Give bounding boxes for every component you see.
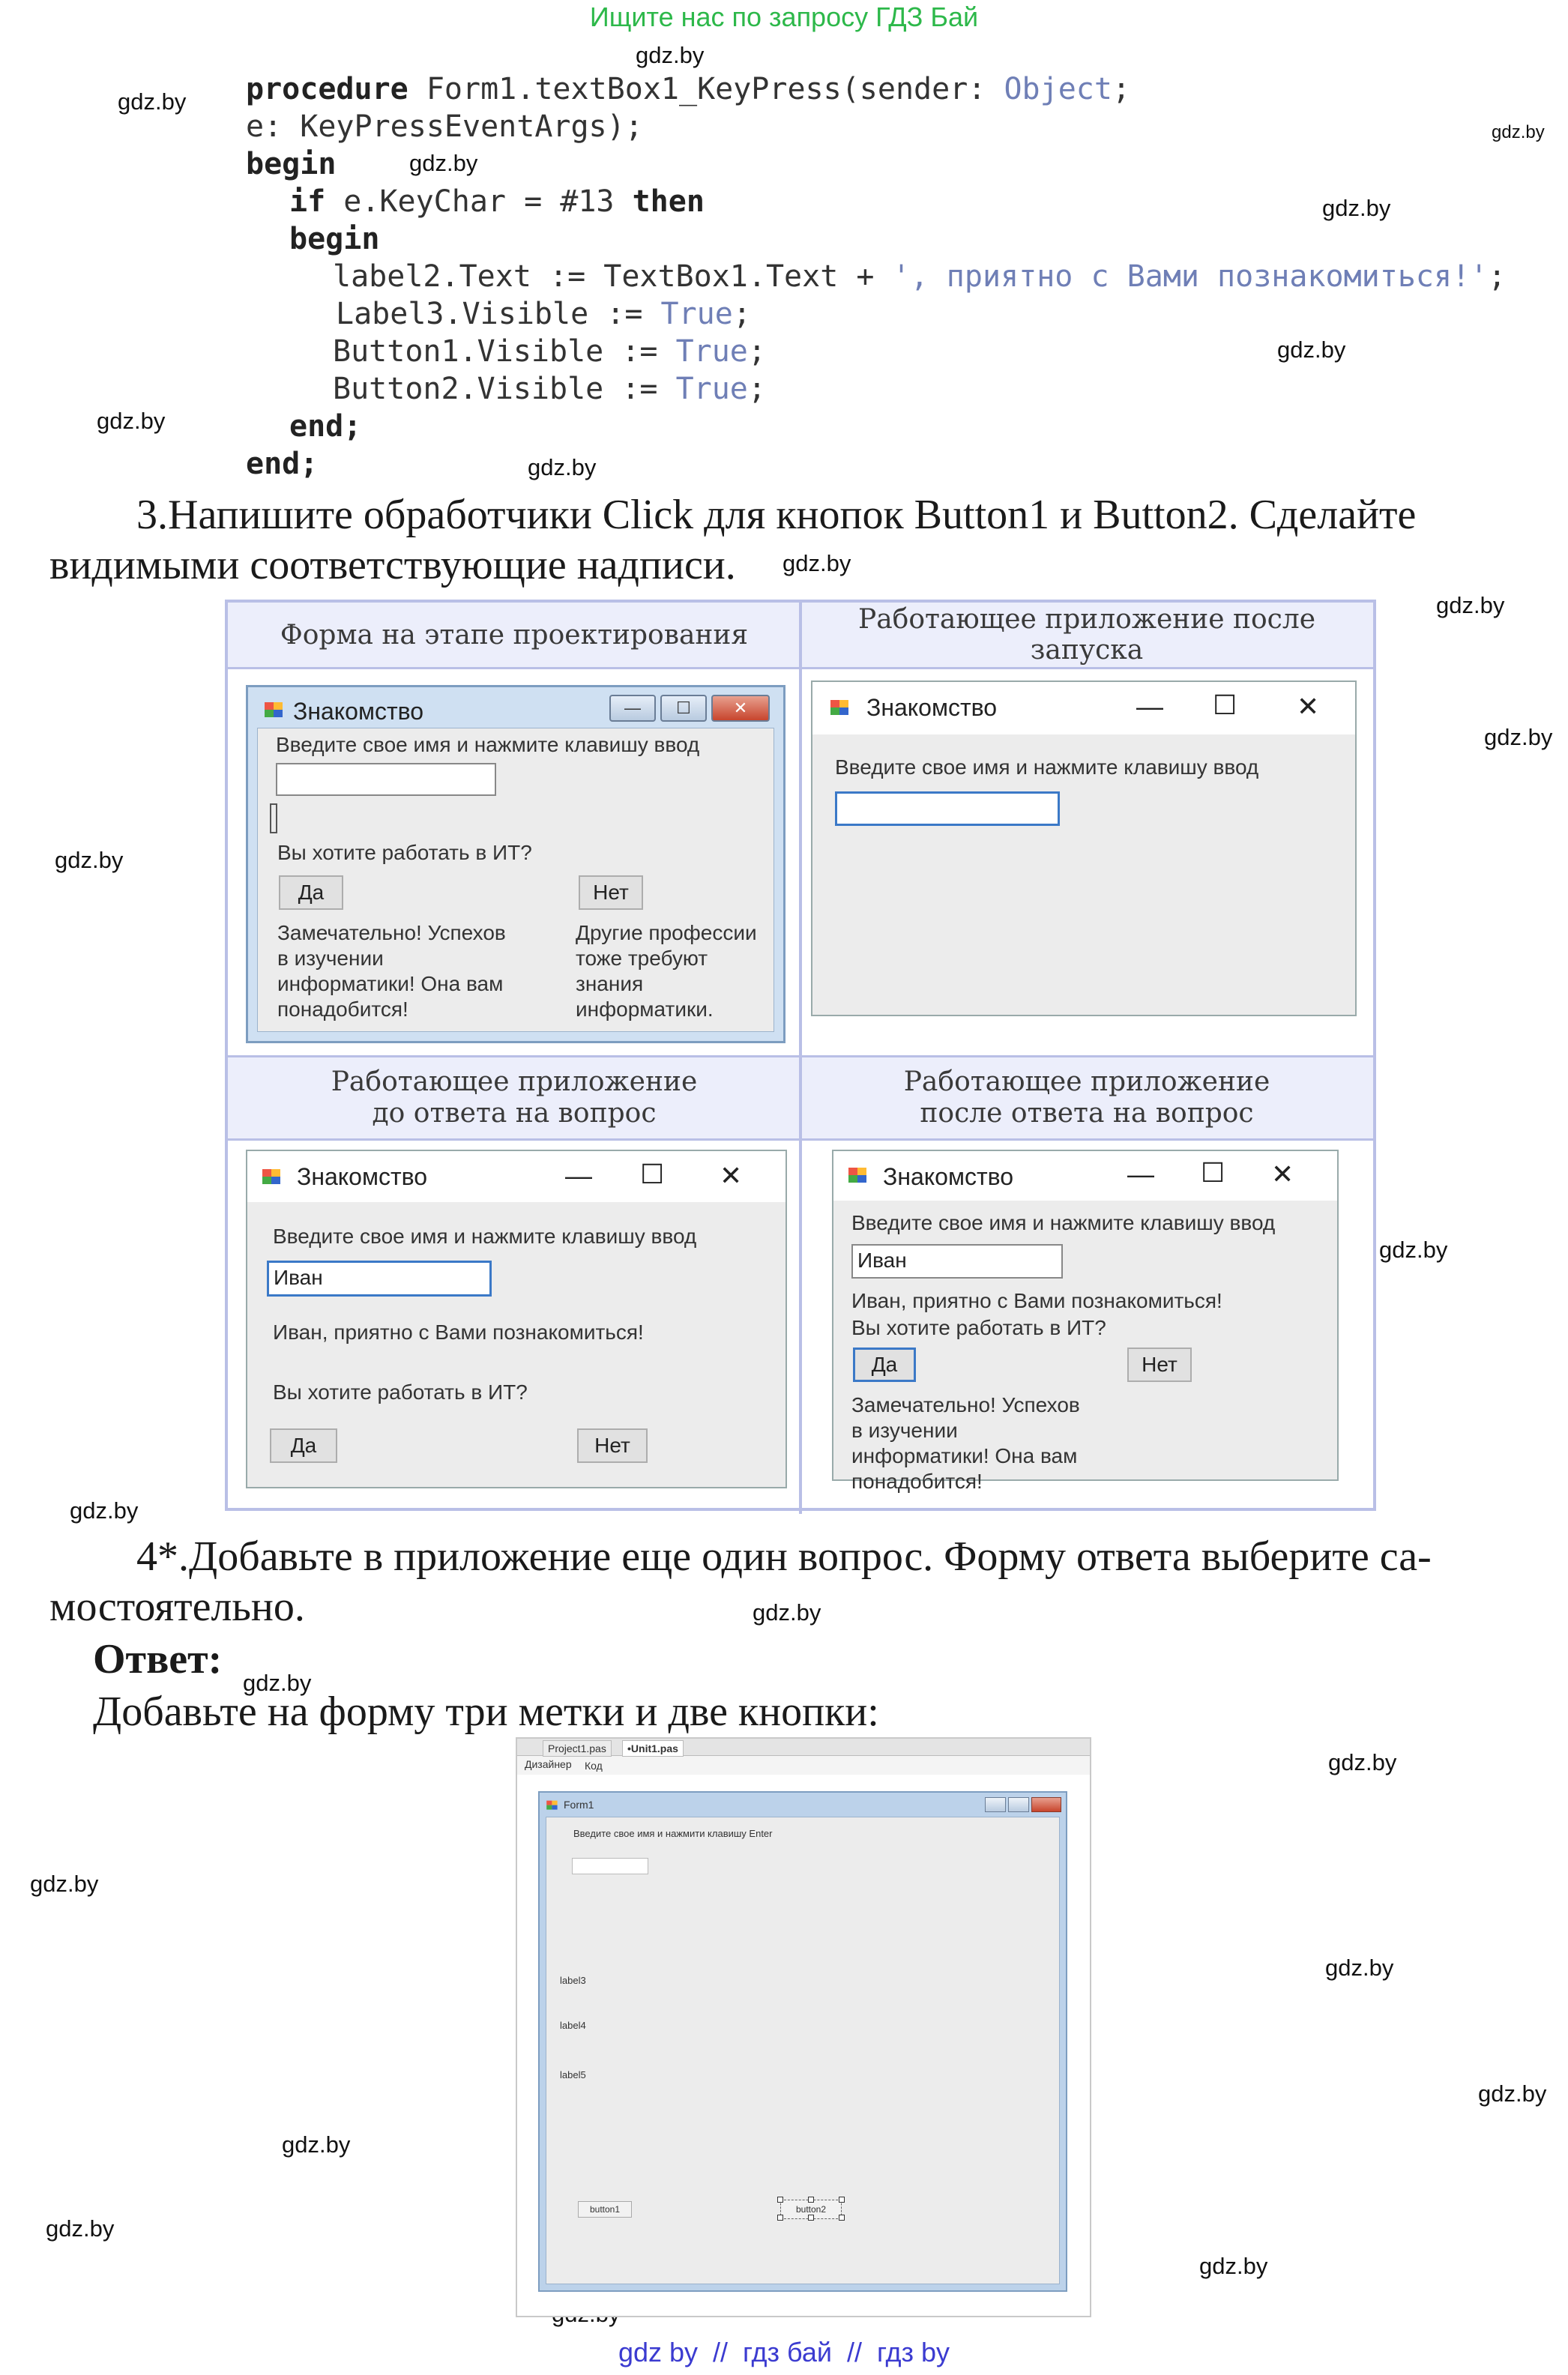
watermark: gdz.by — [528, 454, 597, 480]
header-text: Работающее приложение после запуска — [857, 604, 1315, 666]
header-text: Работающее приложение — [331, 1066, 698, 1097]
tab-unit[interactable]: •Unit1.pas — [622, 1740, 684, 1757]
name-input[interactable]: Иван — [851, 1244, 1063, 1279]
selection-handle[interactable] — [808, 2197, 814, 2203]
code-line — [333, 372, 766, 406]
table-header — [800, 1055, 1373, 1141]
keyword: if — [289, 184, 326, 219]
no-button[interactable]: Нет — [579, 875, 643, 910]
code-type: Object — [1004, 72, 1112, 106]
prompt-label: Введите свое имя и нажмити клавишу Enter — [573, 1828, 773, 1839]
watermark: gdz.by — [1492, 122, 1545, 142]
ide-designer — [516, 1737, 1091, 2317]
answer-label: Ответ: — [93, 1636, 223, 1683]
close-button[interactable] — [1031, 1797, 1061, 1812]
button2[interactable]: button2 — [780, 2200, 842, 2219]
watermark: gdz.by — [97, 408, 166, 434]
yes-button[interactable]: Да — [279, 875, 343, 910]
window-controls — [985, 1797, 1061, 1812]
table-header — [228, 1055, 800, 1141]
form-window — [538, 1791, 1067, 2292]
close-button[interactable]: ✕ — [711, 695, 770, 722]
header-text: до ответа на вопрос — [372, 1098, 657, 1129]
minimize-button[interactable]: — — [1136, 691, 1163, 722]
selection-handle[interactable] — [808, 2215, 814, 2221]
watermark: gdz.by — [1478, 2080, 1547, 2107]
prompt-label: Введите свое имя и нажмите клавишу ввод — [276, 733, 700, 756]
yes-button[interactable]: Да — [853, 1348, 916, 1382]
label3: label3 — [560, 1975, 586, 1986]
name-input[interactable] — [835, 791, 1060, 826]
code-text: label2.Text := TextBox1.Text + — [333, 259, 893, 294]
close-button[interactable]: ✕ — [1297, 691, 1320, 722]
watermark: gdz.by — [282, 2131, 351, 2158]
selection-handle[interactable] — [839, 2215, 845, 2221]
form-title: Form1 — [564, 1799, 594, 1811]
greeting-label: Иван, приятно с Вами познакомиться! — [273, 1321, 644, 1344]
watermark: gdz.by — [1484, 724, 1553, 750]
code-text: Label3.Visible := — [336, 297, 661, 331]
code-line: end; — [246, 447, 319, 481]
run-window — [811, 680, 1357, 1016]
tab-code[interactable]: Код — [585, 1760, 603, 1772]
code-line: begin — [289, 222, 380, 256]
code-text: ; — [747, 334, 766, 369]
code-true: True — [675, 372, 748, 406]
app-icon — [546, 1799, 559, 1811]
code-line — [336, 297, 751, 331]
code-text: ; — [1112, 72, 1131, 106]
table-header — [228, 603, 800, 669]
selection-handle[interactable] — [839, 2197, 845, 2203]
no-button[interactable]: Нет — [577, 1428, 648, 1463]
prompt-label: Введите свое имя и нажмите клавишу ввод — [851, 1211, 1276, 1234]
selection-handle[interactable] — [777, 2197, 783, 2203]
code-true: True — [675, 334, 748, 369]
textbox1[interactable] — [572, 1858, 648, 1874]
watermark: gdz.by — [46, 2215, 115, 2242]
task3-line2: видимыми соответствующие надписи. — [49, 542, 736, 588]
run-window-after-answer — [832, 1150, 1339, 1493]
question-label: Вы хотите работать в ИТ? — [273, 1380, 528, 1404]
top-banner[interactable]: Ищите нас по запросу ГДЗ Бай — [589, 1, 979, 32]
button1[interactable]: button1 — [578, 2201, 632, 2218]
watermark: gdz.by — [1325, 1955, 1394, 1981]
form-client — [546, 1817, 1060, 2284]
keyword: procedure — [246, 72, 408, 106]
window-title: Знакомство — [883, 1163, 1014, 1190]
label4: label4 — [560, 2020, 586, 2031]
minimize-button[interactable] — [985, 1797, 1006, 1812]
table-header — [800, 603, 1373, 669]
minimize-button[interactable]: — — [609, 695, 656, 722]
code-text: ; — [1488, 259, 1507, 294]
watermark: gdz.by — [753, 1599, 821, 1626]
code-line — [333, 259, 1506, 294]
maximize-button[interactable] — [1008, 1797, 1029, 1812]
watermark: gdz.by — [70, 1497, 139, 1524]
yes-text: Замечательно! Успехов в изучении информатики! Она вам понадобится! — [277, 921, 506, 1021]
watermark: gdz.by — [1379, 1237, 1448, 1263]
watermark: gdz.by — [30, 1871, 99, 1897]
question-label: Вы хотите работать в ИТ? — [851, 1316, 1106, 1339]
minimize-button[interactable]: — — [1127, 1159, 1154, 1189]
code-line: e: KeyPressEventArgs); — [246, 109, 643, 144]
maximize-button[interactable]: ☐ — [640, 1159, 665, 1189]
code-line: end; — [289, 409, 362, 444]
watermark: gdz.by — [783, 550, 851, 576]
code-text: Form1.textBox1_KeyPress(sender: — [408, 72, 1004, 106]
header-text: Форма на этапе проектирования — [280, 619, 749, 651]
code-true: True — [660, 297, 733, 331]
minimize-button[interactable]: — — [565, 1160, 592, 1191]
screens-table — [225, 600, 1376, 1511]
watermark: gdz.by — [243, 1670, 312, 1696]
code-text: Button2.Visible := — [333, 372, 676, 406]
task4-line2: мостоятельно. — [49, 1584, 305, 1630]
run-window-before-answer — [246, 1150, 787, 1488]
close-button[interactable]: ✕ — [1271, 1159, 1294, 1189]
window-title: Знакомство — [866, 694, 998, 721]
question-label: Вы хотите работать в ИТ? — [277, 841, 532, 864]
maximize-button[interactable]: ☐ — [660, 695, 707, 722]
label-placeholder — [270, 803, 277, 833]
window-title: Знакомство — [293, 698, 424, 725]
code-line — [333, 334, 766, 369]
prompt-label: Введите свое имя и нажмите клавишу ввод — [273, 1225, 697, 1248]
app-icon — [847, 1165, 869, 1184]
watermark: gdz.by — [1328, 1749, 1397, 1775]
watermark: gdz.by — [55, 847, 124, 873]
tab-designer[interactable]: Дизайнер — [525, 1758, 572, 1770]
divider — [799, 603, 802, 1514]
code-line: begin — [246, 147, 337, 181]
greeting-label: Иван, приятно с Вами познакомиться! — [851, 1289, 1222, 1312]
code-text: ; — [732, 297, 751, 331]
code-text: ; — [747, 372, 766, 406]
yes-button[interactable]: Да — [270, 1428, 337, 1463]
yes-text: Замечательно! Успехов в изучении информатики! Она вам понадобится! — [851, 1393, 1080, 1493]
code-text: Button1.Visible := — [333, 334, 676, 369]
task4-line1: 4*.Добавьте в приложение еще один вопрос. Форму ответа выберите са- — [136, 1533, 1432, 1580]
watermark: gdz.by — [636, 42, 705, 68]
app-icon — [261, 1166, 283, 1186]
code-text: e.KeyChar = #13 — [325, 184, 633, 219]
app-icon — [263, 699, 286, 719]
watermark: gdz.by — [1277, 337, 1346, 363]
watermark: gdz.by — [1322, 195, 1391, 221]
name-input[interactable]: Иван — [267, 1261, 492, 1297]
no-text: Другие профессии тоже требуют знания информатики. — [576, 921, 757, 1021]
answer-text: Добавьте на форму три метки и две кнопки: — [93, 1689, 879, 1735]
maximize-button[interactable]: ☐ — [1213, 689, 1237, 720]
selection-handle[interactable] — [777, 2215, 783, 2221]
header-text: Работающее приложение — [903, 1066, 1270, 1097]
app-icon — [829, 697, 851, 716]
window-controls — [609, 695, 770, 722]
header-text: после ответа на вопрос — [920, 1098, 1254, 1129]
client-area — [257, 728, 774, 1032]
watermark: gdz.by — [118, 88, 187, 115]
code-line — [246, 72, 1130, 106]
keyword: then — [632, 184, 705, 219]
footer-links[interactable]: gdz by // гдз бай // гдз by — [618, 2337, 950, 2368]
code-line — [289, 184, 705, 219]
code-string: ', приятно с Вами познакомиться!' — [892, 259, 1489, 294]
close-button[interactable]: ✕ — [720, 1160, 743, 1191]
no-button[interactable]: Нет — [1127, 1348, 1192, 1382]
task3-line1: 3.Напишите обработчики Click для кнопок Button1 и Button2. Сделайте — [136, 492, 1417, 538]
label5: label5 — [560, 2069, 586, 2080]
window-title: Знакомство — [297, 1163, 428, 1190]
design-window — [246, 685, 785, 1043]
name-input[interactable] — [276, 763, 496, 796]
watermark: gdz.by — [1436, 592, 1505, 618]
prompt-label: Введите свое имя и нажмите клавишу ввод — [835, 755, 1259, 779]
maximize-button[interactable]: ☐ — [1201, 1157, 1225, 1188]
watermark: gdz.by — [409, 150, 478, 176]
tab-project[interactable]: Project1.pas — [543, 1740, 612, 1757]
watermark: gdz.by — [1199, 2253, 1268, 2279]
